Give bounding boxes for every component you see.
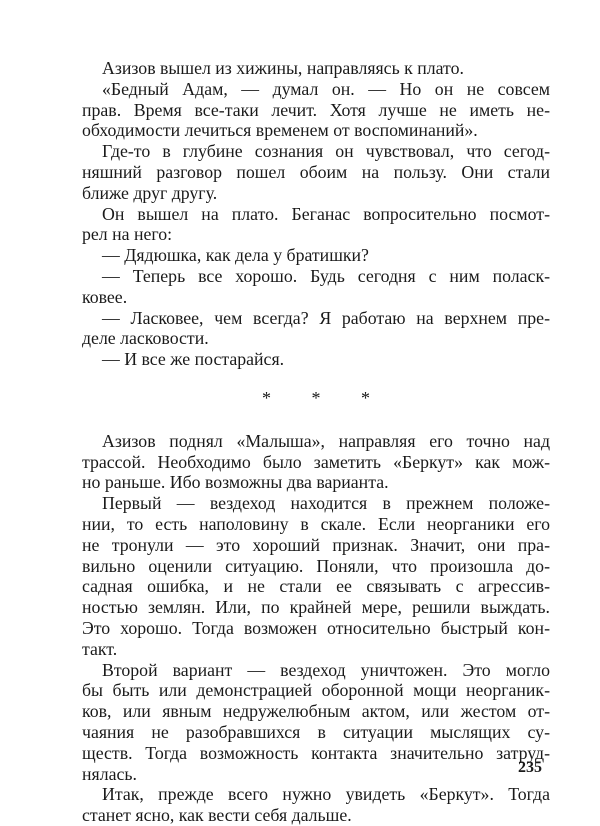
- text-line: — Дядюшка, как дела у братишки?: [102, 245, 369, 266]
- text-line: — Ласковее, чем всегда? Я работаю на верхнем пре-: [102, 307, 550, 328]
- text-line: ков, или явным недружелюбным актом, или жестом от-: [82, 701, 550, 722]
- dialogue-line: [82, 349, 550, 370]
- text-line: ближе друг другу.: [82, 182, 218, 203]
- text-line: ковее.: [82, 286, 128, 307]
- dialogue-line: [82, 308, 550, 350]
- paragraph: [82, 660, 550, 785]
- text-line: такт.: [82, 638, 118, 659]
- text-line: не тронули — это хороший признак. Значит, они пра-: [82, 534, 550, 555]
- dialogue-line: [82, 245, 550, 266]
- paragraph: [82, 204, 550, 246]
- text-line: Это хорошо. Тогда возможен относительно быстрый кон-: [82, 617, 550, 638]
- text-line: Итак, прежде всего нужно увидеть «Беркут». Тогда: [102, 784, 550, 805]
- paragraph: [82, 141, 550, 203]
- text-line: Где-то в глубине сознания он чувствовал, что сегод-: [102, 141, 550, 162]
- text-line: рел на него:: [82, 224, 173, 245]
- text-line: — Теперь все хорошо. Будь сегодня с ним поласк-: [102, 265, 550, 286]
- text-line: станет ясно, как вести себя дальше.: [82, 805, 352, 826]
- paragraph: [82, 493, 550, 659]
- text-line: Первый — вездеход находится в прежнем положе-: [102, 493, 550, 514]
- text-line: нии, то есть наполовину в скале. Если неорганики его: [82, 513, 550, 534]
- text-line: нялась.: [82, 763, 137, 784]
- text-line: деле ласковости.: [82, 328, 209, 349]
- text-line: Азизов вышел из хижины, направляясь к плато.: [102, 58, 464, 78]
- text-line: няшний разговор пошел обоим на пользу. Они стали: [82, 161, 550, 182]
- text-line: вильно оценили ситуацию. Поняли, что произошла до-: [82, 555, 550, 576]
- text-line: Он вышел на плато. Беганас вопросительно посмот-: [102, 203, 550, 224]
- text-line: Азизов поднял «Малыша», направляя его точно над: [102, 430, 550, 451]
- text-line: трассой. Необходимо было заметить «Беркут» как мож-: [82, 451, 550, 472]
- text-line: ществ. Тогда возможность контакта значительно затруд-: [82, 742, 550, 763]
- paragraph: [82, 79, 550, 141]
- text-line: но раньше. Ибо возможны два варианта.: [82, 472, 389, 493]
- dialogue-line: [82, 266, 550, 308]
- text-line: обходимости лечиться временем от воспоминаний».: [82, 120, 478, 141]
- page-text: [82, 58, 550, 826]
- page-number: 235: [518, 759, 542, 776]
- text-line: «Бедный Адам, — думал он. — Но он не совсем: [102, 78, 550, 99]
- text-line: Второй вариант — вездеход уничтожен. Это могло: [102, 659, 550, 680]
- section-separator: * * *: [262, 387, 388, 408]
- text-line: чаяния не разобравшихся в ситуации мыслящих су-: [82, 721, 550, 742]
- text-line: садная ошибка, и не стали ее связывать с агрессив-: [82, 576, 550, 597]
- text-line: бы быть или демонстрацией оборонной мощи неорганик-: [82, 680, 550, 701]
- text-line: — И все же постарайся.: [102, 349, 285, 370]
- paragraph: [82, 431, 550, 493]
- text-line: ностью землян. Или, по крайней мере, решили выждать.: [82, 597, 550, 618]
- paragraph: [82, 784, 550, 826]
- text-line: прав. Время все-таки лечит. Хотя лучше не иметь не-: [82, 99, 550, 120]
- paragraph: [82, 58, 550, 79]
